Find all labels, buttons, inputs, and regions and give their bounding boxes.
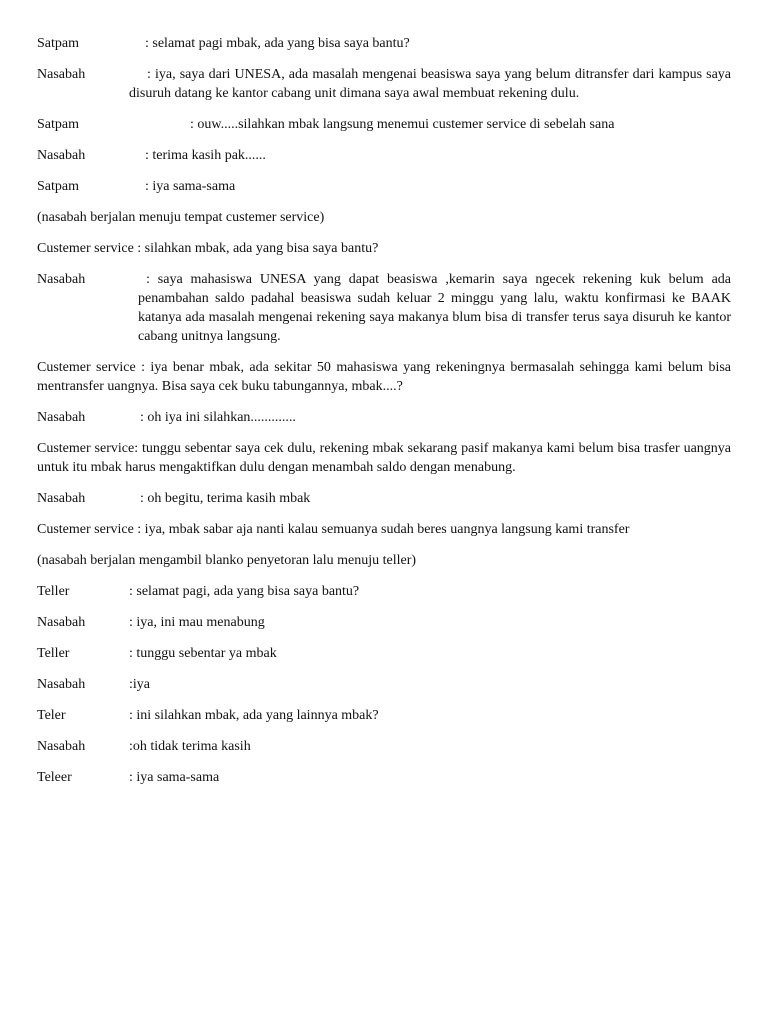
dialogue-text: :oh tidak terima kasih [129, 739, 251, 754]
dialogue-text: : iya, mbak sabar aja nanti kalau semuanya sudah beres uangnya langsung kami transfer [137, 522, 630, 537]
dialogue-line [37, 737, 731, 756]
speaker-name: Custemer service [37, 241, 134, 256]
speaker-name: Satpam [37, 36, 79, 51]
dialogue-line [37, 146, 731, 165]
dialogue-line [37, 177, 731, 196]
dialogue-line [37, 115, 731, 134]
dialogue-line [37, 239, 731, 258]
dialogue-text: : tunggu sebentar saya cek dulu, rekening mbak sekarang pasif makanya kami belum bisa trasfer uangnya untuk itu mbak harus mengaktifkan dulu dengan menambah saldo dengan menabung. [37, 441, 732, 475]
speaker-name: Custemer service [37, 360, 136, 375]
dialogue-text: : iya sama-sama [145, 179, 236, 194]
dialogue-line [37, 613, 731, 632]
dialogue-text: : ouw.....silahkan mbak langsung menemui custemer service di sebelah sana [190, 117, 615, 132]
dialogue-line [37, 520, 731, 539]
speaker-name: Nasabah [37, 410, 86, 425]
speaker-name: Nasabah [37, 148, 86, 163]
dialogue-text: : oh iya ini silahkan............. [140, 410, 296, 425]
dialogue-text: : iya sama-sama [129, 770, 220, 785]
stage-direction: (nasabah berjalan menuju tempat custemer service) [37, 210, 325, 225]
speaker-name: Nasabah [37, 272, 86, 287]
dialogue-text: :iya [129, 677, 150, 692]
dialogue-line [37, 768, 731, 787]
dialogue-text: : ini silahkan mbak, ada yang lainnya mbak? [129, 708, 379, 723]
dialogue-text: : selamat pagi, ada yang bisa saya bantu? [129, 584, 360, 599]
speaker-name: Custemer service [37, 522, 134, 537]
speaker-name: Teler [37, 708, 66, 723]
speaker-name: Custemer service [37, 441, 135, 456]
dialogue-line [37, 408, 731, 427]
dialogue-line [37, 34, 731, 53]
dialogue-line [37, 489, 731, 508]
dialogue-text: : selamat pagi mbak, ada yang bisa saya bantu? [145, 36, 410, 51]
dialogue-line [37, 270, 731, 346]
speaker-name: Teleer [37, 770, 72, 785]
dialogue-line [37, 706, 731, 725]
speaker-name: Nasabah [37, 677, 86, 692]
dialogue-line [37, 65, 731, 103]
dialogue-text: : iya, saya dari UNESA, ada masalah mengenai beasiswa saya yang belum ditransfer dari kampus saya disuruh datang ke kantor cabang unit dimana saya awal membuat rekening dulu. [129, 67, 731, 101]
dialogue-text: : iya, ini mau menabung [129, 615, 265, 630]
dialogue-line [37, 582, 731, 601]
speaker-name: Satpam [37, 117, 79, 132]
dialogue-line [37, 439, 731, 477]
dialogue-line [37, 644, 731, 663]
dialogue-text: : terima kasih pak...... [145, 148, 266, 163]
dialogue-text: : iya benar mbak, ada sekitar 50 mahasiswa yang rekeningnya bermasalah sehingga kami belum bisa mentransfer uangnya. Bisa saya cek buku tabungannya, mbak....? [37, 360, 732, 394]
dialogue-text: : tunggu sebentar ya mbak [129, 646, 277, 661]
speaker-name: Nasabah [37, 491, 86, 506]
speaker-name: Satpam [37, 179, 79, 194]
speaker-name: Nasabah [37, 67, 86, 82]
dialogue-line [37, 358, 731, 396]
speaker-name: Nasabah [37, 739, 86, 754]
speaker-name: Teller [37, 584, 70, 599]
dialogue-text: : silahkan mbak, ada yang bisa saya bantu? [137, 241, 379, 256]
document-page [37, 34, 731, 799]
stage-direction: (nasabah berjalan mengambil blanko penyetoran lalu menuju teller) [37, 553, 417, 568]
speaker-name: Teller [37, 646, 70, 661]
dialogue-text: : oh begitu, terima kasih mbak [140, 491, 311, 506]
dialogue-text: : saya mahasiswa UNESA yang dapat beasiswa ,kemarin saya ngecek rekening kuk belum ada penambahan saldo padahal beasiswa sudah keluar 2 minggu yang lalu, waktu konfirmasi ke BAAK katanya ada masalah mengenai rekening saya makanya blum bisa di transfer terus saya disuruh ke kantor cabang unitnya langsung. [138, 272, 731, 344]
dialogue-line [37, 675, 731, 694]
speaker-name: Nasabah [37, 615, 86, 630]
